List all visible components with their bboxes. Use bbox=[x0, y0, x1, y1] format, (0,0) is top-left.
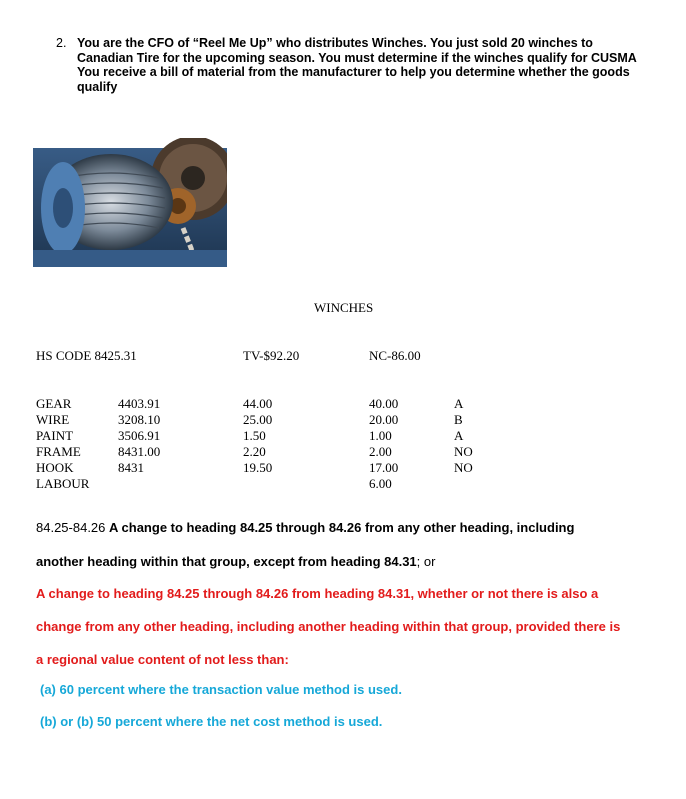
component-code: 3208.10 bbox=[118, 412, 161, 427]
rule-red-line: a regional value content of not less than: bbox=[36, 652, 289, 667]
component-name: WIRE bbox=[36, 412, 70, 427]
transaction-value: TV-$92.20 bbox=[243, 348, 300, 363]
component-nc: 2.00 bbox=[369, 444, 392, 459]
component-qualify: NO bbox=[454, 444, 473, 459]
component-qualify: A bbox=[454, 396, 464, 411]
component-tv: 25.00 bbox=[243, 412, 273, 427]
rule-line-2 bbox=[36, 554, 435, 570]
question-number: 2. bbox=[56, 36, 67, 50]
component-code: 3506.91 bbox=[118, 428, 161, 443]
question-text bbox=[77, 36, 667, 94]
component-name: GEAR bbox=[36, 396, 72, 411]
component-name: HOOK bbox=[36, 460, 74, 475]
component-name: LABOUR bbox=[36, 476, 90, 491]
rule-red-line: A change to heading 84.25 through 84.26 from heading 84.31, whether or not there is also a bbox=[36, 586, 599, 601]
rule-option-b: (b) or (b) 50 percent where the net cost method is used. bbox=[40, 714, 383, 729]
table-title: WINCHES bbox=[314, 300, 374, 315]
component-tv: 2.20 bbox=[243, 444, 266, 459]
question-line: Canadian Tire for the upcoming season. You must determine if the winches qualify for CUSMA bbox=[77, 50, 637, 65]
component-nc: 17.00 bbox=[369, 460, 399, 475]
component-tv: 44.00 bbox=[243, 396, 273, 411]
question-line: qualify bbox=[77, 79, 118, 94]
net-cost: NC-86.00 bbox=[369, 348, 421, 363]
component-qualify: NO bbox=[454, 460, 473, 475]
component-code: 8431.00 bbox=[118, 444, 161, 459]
rule-text: another heading within that group, except from heading 84.31 bbox=[36, 554, 417, 569]
rule-suffix: ; or bbox=[416, 554, 436, 569]
hs-code: HS CODE 8425.31 bbox=[36, 348, 137, 363]
rule-red-line: change from any other heading, including another heading within that group, provided there is bbox=[36, 619, 621, 634]
component-code: 8431 bbox=[118, 460, 144, 475]
component-name: PAINT bbox=[36, 428, 74, 443]
question-line: You receive a bill of material from the manufacturer to help you determine whether the goods bbox=[77, 65, 630, 79]
winch-photo bbox=[33, 138, 227, 267]
component-nc: 1.00 bbox=[369, 428, 392, 443]
component-qualify: A bbox=[454, 428, 464, 443]
component-qualify: B bbox=[454, 412, 463, 427]
rule-option-a: (a) 60 percent where the transaction value method is used. bbox=[40, 682, 402, 697]
component-nc: 6.00 bbox=[369, 476, 392, 491]
component-nc: 20.00 bbox=[369, 412, 399, 427]
component-nc: 40.00 bbox=[369, 396, 399, 411]
component-code: 4403.91 bbox=[118, 396, 161, 411]
rule-heading-ref: 84.25-84.26 bbox=[36, 520, 110, 535]
component-tv: 19.50 bbox=[243, 460, 273, 475]
question-line: You are the CFO of “Reel Me Up” who distributes Winches. You just sold 20 winches to bbox=[77, 36, 593, 50]
rule-line-1 bbox=[36, 520, 574, 536]
rule-text: A change to heading 84.25 through 84.26 from any other heading, including bbox=[109, 520, 575, 535]
component-name: FRAME bbox=[36, 444, 81, 459]
component-tv: 1.50 bbox=[243, 428, 266, 443]
